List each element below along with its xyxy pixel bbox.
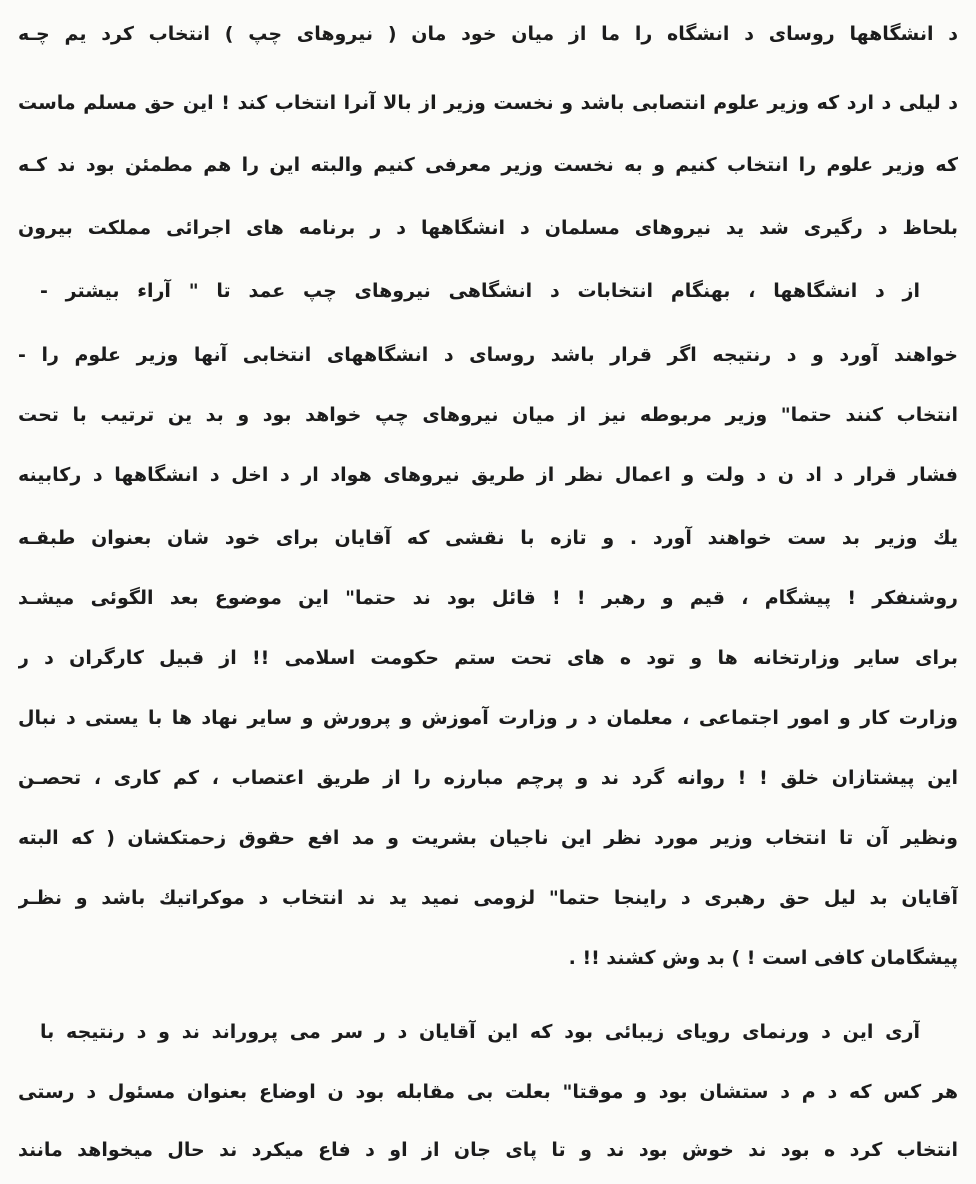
- text-line: فشار قرار د اد ن د ولت و اعمال نظر از طریق نیروهای هواد ار د اخل د انشگاهها د رکابینه: [18, 464, 958, 486]
- text-line: روشنفکر ! پیشگام ، قیم و رهبر ! ! قائل بود ند حتما" این موضوع بعد الگوئی میشـد: [18, 587, 958, 609]
- text-line: آقایان بد لیل حق رهبری د راینجا حتما" لزومی نمید ید ند انتخاب د موکراتیك باشد و نظـر: [18, 887, 958, 909]
- text-line: پیشگامان کافی است ! ) بد وش کشند !! .: [568, 947, 958, 969]
- text-line: خواهند آورد و د رنتیجه اگر قرار باشد روسای د انشگاههای انتخابی آنها وزیر علوم را -: [18, 344, 958, 366]
- text-line: از د انشگاهها ، بهنگام انتخابات د انشگاهی نیروهای چپ عمد تا " آراء بیشتر -: [40, 280, 920, 302]
- text-line: بلحاظ د رگیری شد ید نیروهای مسلمان د انشگاهها د ر برنامه های اجرائی مملکت بیرون: [18, 217, 958, 239]
- text-line: برای سایر وزارتخانه ها و تود ه های تحت ستم حکومت اسلامی !! از قبیل کارگران د ر: [18, 647, 958, 669]
- text-line: د انشگاهها روسای د انشگاه را ما از میان خود مان ( نیروهای چپ ) انتخاب کرد یم چـه: [18, 23, 958, 45]
- text-line: که وزیر علوم را انتخاب کنیم و به نخست وزیر معرفی کنیم والبته این را هم مطمئن بود ند کـه: [18, 154, 958, 176]
- text-line: یك وزیر بد ست خواهند آورد . و تازه با نقشی که آقایان برای خود شان بعنوان طبقـه: [18, 527, 958, 549]
- text-line: وزارت کار و امور اجتماعی ، معلمان د ر وزارت آموزش و پرورش و سایر نهاد ها با یستی د نبال: [18, 707, 958, 729]
- text-line: ونظیر آن تا انتخاب وزیر مورد نظر این ناجیان بشریت و مد افع حقوق زحمتکشان ( که البته: [18, 827, 958, 849]
- text-line: این پیشتازان خلق ! ! روانه گرد ند و پرچم مبارزه را از طریق اعتصاب ، کم کاری ، تحصـن: [18, 767, 958, 789]
- text-line: انتخاب کرد ه بود ند خوش بود ند و تا پای جان از او د فاع میکرد ند حال میخواهد مانند: [18, 1139, 958, 1161]
- text-line: د لیلی د ارد که وزیر علوم انتصابی باشد و نخست وزیر از بالا آنرا انتخاب کند ! این حق مسلم ماست: [18, 92, 958, 114]
- text-line: هر کس که د م د ستشان بود و موقتا" بعلت بی مقابله بود ن اوضاع بعنوان مسئول د رستی: [18, 1081, 958, 1103]
- text-line: آری این د ورنمای رویای زیبائی بود که این آقایان د ر سر می پروراند ند و د رنتیجه با: [40, 1021, 920, 1043]
- text-line: انتخاب کنند حتما" وزیر مربوطه نیز از میان نیروهای چپ خواهد بود و بد ین ترتیب با تحت: [18, 404, 958, 426]
